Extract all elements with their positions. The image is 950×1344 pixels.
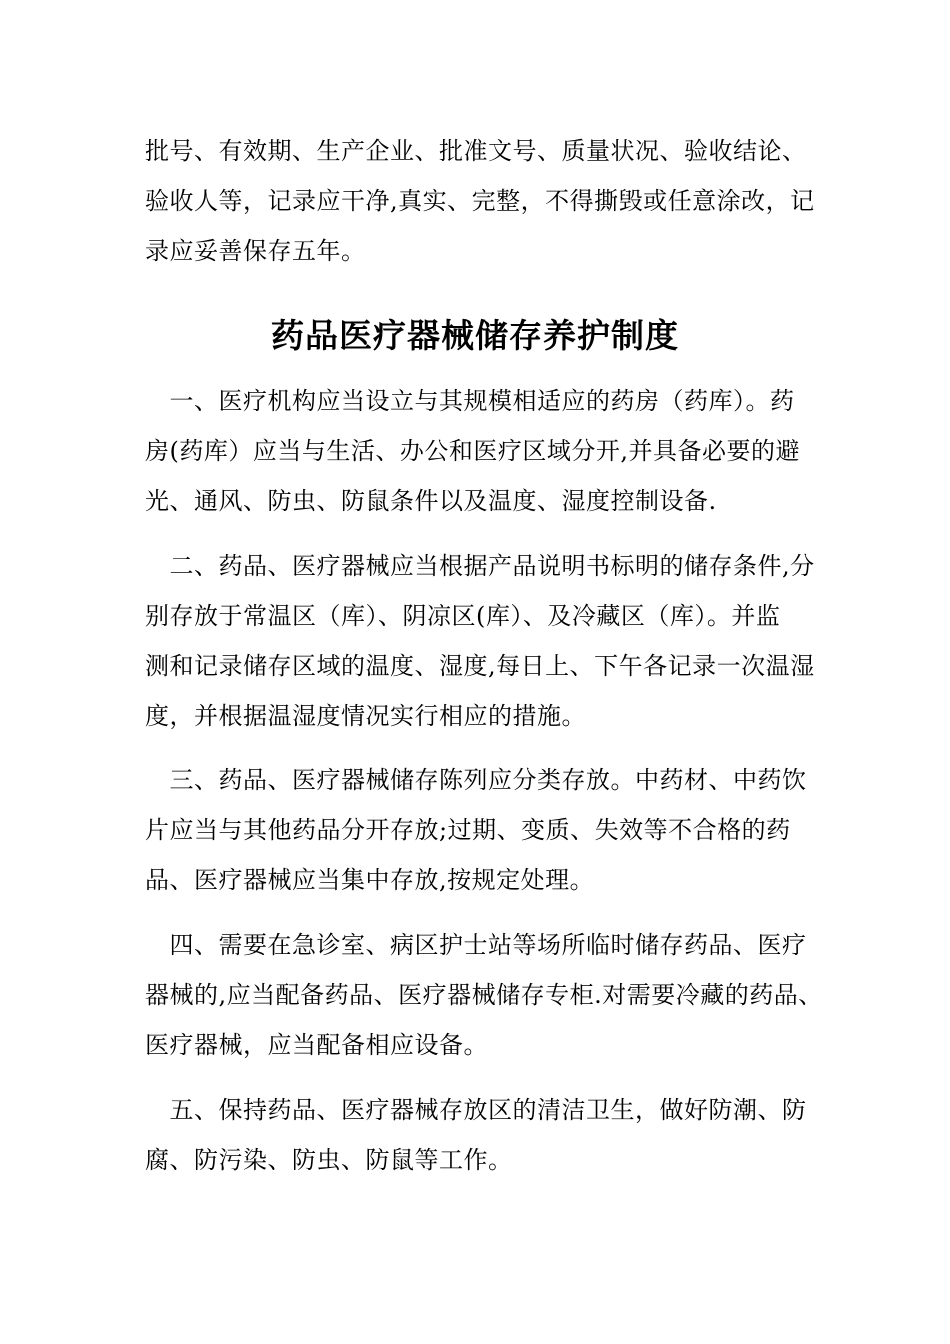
paragraph-line: 四、需要在急诊室、病区护士站等场所临时储存药品、医疗 (145, 931, 807, 959)
paragraph-line: 一、医疗机构应当设立与其规模相适应的药房（药库）。药 (145, 387, 795, 415)
section-4-paragraph (145, 920, 823, 1070)
paragraph-line: 二、药品、医疗器械应当根据产品说明书标明的储存条件,分 (145, 552, 815, 580)
section-2-paragraph (145, 541, 815, 741)
paragraph-line: 别存放于常温区（库）、阴凉区(库）、及冷藏区（库）。并监 (145, 602, 781, 630)
paragraph-line: 医疗器械，应当配备相应设备。 (145, 1031, 488, 1059)
paragraph-line: 片应当与其他药品分开存放;过期、变质、失效等不合格的药 (145, 816, 791, 844)
document-title: 药品医疗器械储存养护制度 (271, 316, 679, 355)
paragraph-line: 度，并根据温湿度情况实行相应的措施。 (145, 702, 586, 730)
paragraph-line: 测和记录储存区域的温度、湿度,每日上、下午各记录一次温湿 (145, 652, 815, 680)
paragraph-line: 品、医疗器械应当集中存放,按规定处理。 (145, 866, 595, 894)
paragraph-line: 光、通风、防虫、防鼠条件以及温度、湿度控制设备. (145, 487, 717, 515)
section-5-paragraph (145, 1085, 810, 1185)
previous-section-paragraph (145, 126, 815, 276)
section-3-paragraph (145, 755, 810, 905)
paragraph-line: 房(药库）应当与生活、办公和医疗区域分开,并具备必要的避 (145, 437, 800, 465)
paragraph-line: 三、药品、医疗器械储存陈列应分类存放。中药材、中药饮 (145, 766, 807, 794)
paragraph-line: 器械的,应当配备药品、医疗器械储存专柜.对需要冷藏的药品、 (145, 981, 823, 1009)
paragraph-line: 腐、防污染、防虫、防鼠等工作。 (145, 1146, 513, 1174)
paragraph-line: 五、保持药品、医疗器械存放区的清洁卫生，做好防潮、防 (145, 1096, 807, 1124)
paragraph-line: 验收人等，记录应干净,真实、完整，不得撕毁或任意涂改，记 (145, 187, 815, 215)
paragraph-line: 批号、有效期、生产企业、批准文号、质量状况、验收结论、 (145, 137, 807, 165)
paragraph-line: 录应妥善保存五年。 (145, 237, 366, 265)
section-1-paragraph (145, 376, 810, 526)
